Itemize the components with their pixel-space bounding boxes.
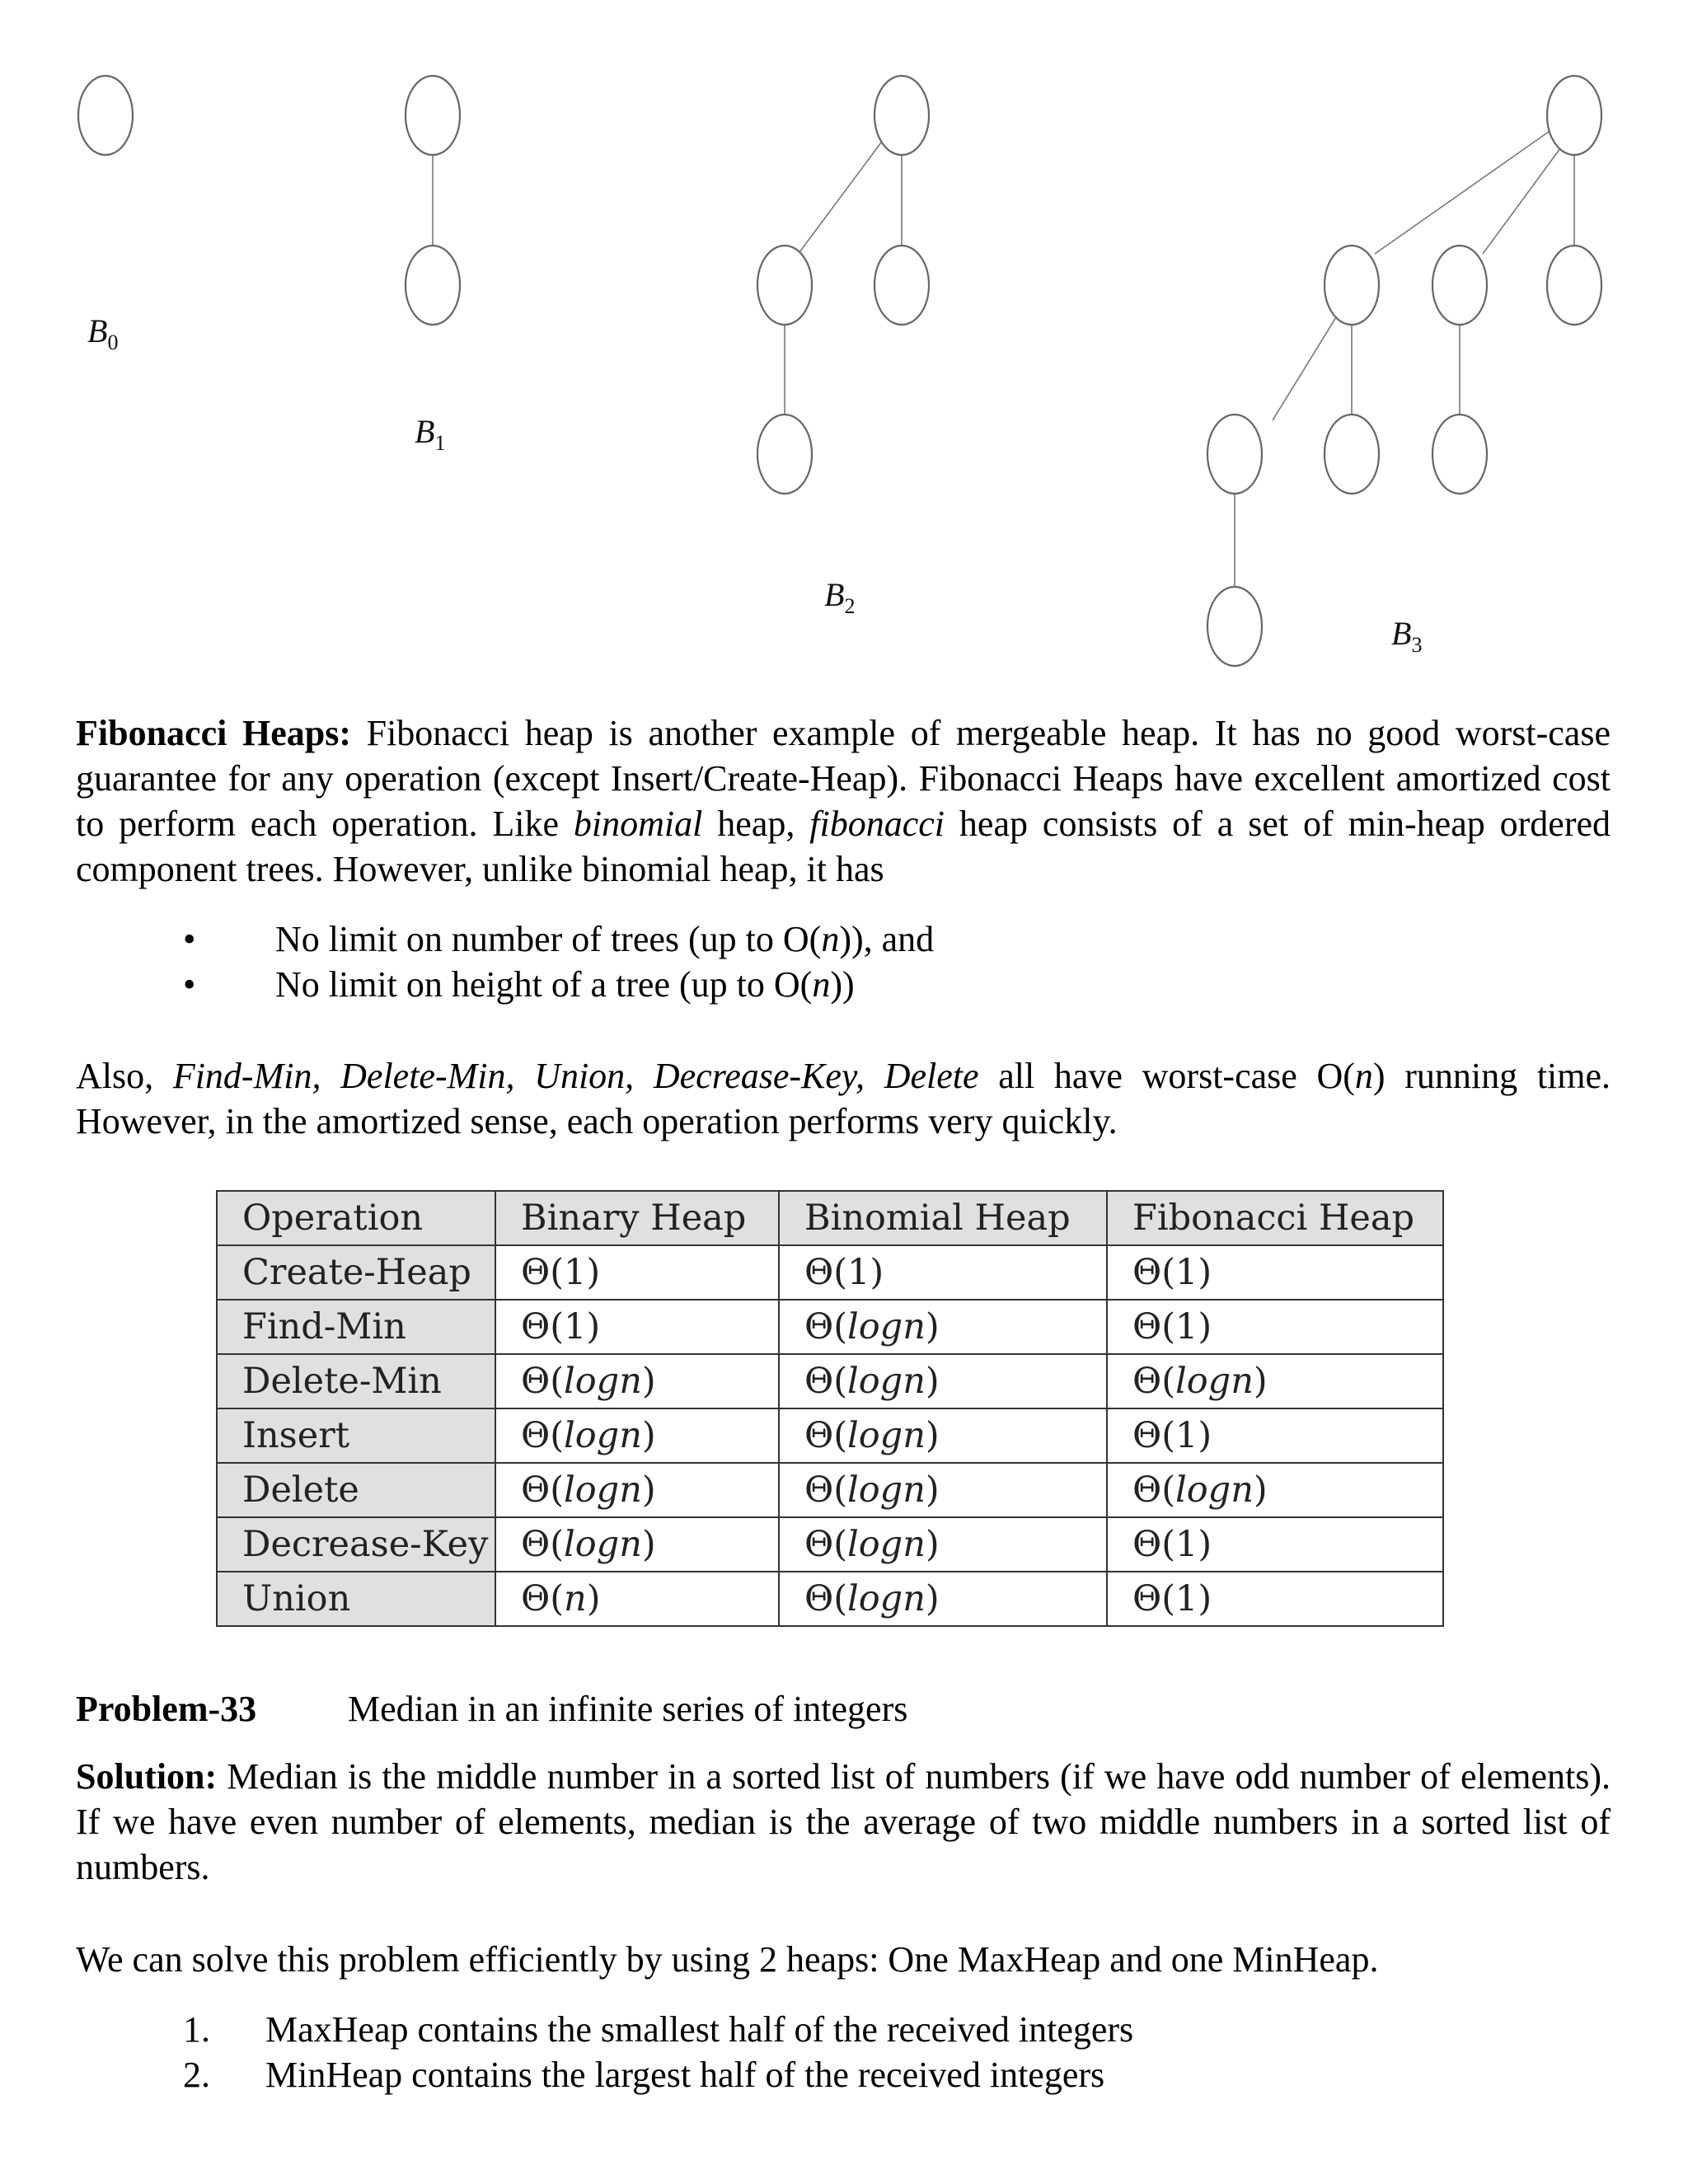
tree-node [1325, 415, 1379, 494]
complexity-cell: Θ(logn) [1107, 1463, 1443, 1517]
table-header: Binomial Heap [779, 1191, 1107, 1245]
table-row [217, 1463, 1443, 1517]
tree-node [1547, 76, 1601, 155]
tree-node [406, 246, 460, 325]
complexity-cell: Θ(1) [1107, 1408, 1443, 1463]
complexity-cell: Θ(1) [1107, 1572, 1443, 1626]
tree-node [1547, 246, 1601, 325]
solution-heading: Solution: [76, 1756, 218, 1797]
table-row [217, 1300, 1443, 1354]
tree-node [874, 76, 929, 155]
complexity-cell: Θ(logn) [495, 1354, 779, 1408]
complexity-cell: Θ(1) [779, 1245, 1107, 1300]
complexity-cell: Θ(1) [1107, 1300, 1443, 1354]
operation-cell: Create-Heap [217, 1245, 495, 1300]
tree-node [757, 415, 812, 494]
tree-node [1432, 246, 1487, 325]
problem-label: Problem-33 [76, 1689, 257, 1729]
operation-cell: Union [217, 1572, 495, 1626]
complexity-cell: Θ(1) [1107, 1517, 1443, 1572]
complexity-cell: Θ(1) [1107, 1245, 1443, 1300]
tree-node [406, 76, 460, 155]
complexity-cell: Θ(logn) [779, 1300, 1107, 1354]
bullet-icon: • [183, 919, 196, 959]
complexity-cell: Θ(logn) [495, 1408, 779, 1463]
tree-label-b0: $B_0$ [87, 312, 119, 354]
complexity-cell: Θ(1) [495, 1245, 779, 1300]
fibonacci-heaps-paragraph: Fibonacci Heaps: Fibonacci heap is another example of mergeable heap. It has no good worst-case guarantee for any operation (except Insert/Create-Heap). Fibonacci Heaps have excellent amortized cost to perform each operation. Like binomial heap, fibonacci heap consists of a set of min-heap ordered component trees. However, unlike binomial heap, it has [76, 713, 1611, 889]
complexity-cell: Θ(logn) [495, 1517, 779, 1572]
complexity-cell: Θ(logn) [779, 1354, 1107, 1408]
table-header: Binary Heap [495, 1191, 779, 1245]
tree-edge [1483, 145, 1563, 254]
table-row [217, 1245, 1443, 1300]
tree-edge [797, 143, 881, 255]
tree-label-b2: $B_2$ [824, 576, 856, 618]
complexity-table [216, 1190, 1444, 1627]
problem-title: Median in an infinite series of integers [348, 1689, 908, 1729]
also-paragraph: Also, Find-Min, Delete-Min, Union, Decrease-Key, Delete all have worst-case O(n) running time. However, in the amortized sense, each operation performs very quickly. [76, 1056, 1611, 1141]
operation-cell: Insert [217, 1408, 495, 1463]
tree-node [1325, 246, 1379, 325]
complexity-cell: Θ(logn) [779, 1572, 1107, 1626]
table-header: Operation [217, 1191, 495, 1245]
tree-node [78, 76, 133, 155]
tree-label-b1: $B_1$ [415, 413, 446, 455]
list-number: 2. [183, 2055, 210, 2095]
tree-node [757, 246, 812, 325]
tree-label-b3: $B_3$ [1391, 615, 1423, 657]
list-number: 1. [183, 2009, 210, 2050]
complexity-cell: Θ(logn) [1107, 1354, 1443, 1408]
operation-cell: Decrease-Key [217, 1517, 495, 1572]
fibonacci-heaps-heading: Fibonacci Heaps: [76, 713, 351, 753]
table-header-row [217, 1191, 1443, 1245]
table-header: Fibonacci Heap [1107, 1191, 1443, 1245]
tree-node [1432, 415, 1487, 494]
complexity-cell: Θ(logn) [779, 1408, 1107, 1463]
tree-edge [1273, 313, 1339, 420]
solution-paragraph: Solution: Median is the middle number in a sorted list of numbers (if we have odd number of elements). If we have even number of elements, median is the average of two middle numbers in a sorted list of numbers. [76, 1756, 1611, 1887]
table-row [217, 1572, 1443, 1626]
solve-paragraph: We can solve this problem efficiently by using 2 heaps: One MaxHeap and one MinHeap. [76, 1939, 1379, 1980]
complexity-cell: Θ(1) [495, 1300, 779, 1354]
table-row [217, 1408, 1443, 1463]
operation-cell: Find-Min [217, 1300, 495, 1354]
operation-cell: Delete [217, 1463, 495, 1517]
complexity-cell: Θ(logn) [779, 1463, 1107, 1517]
complexity-cell: Θ(n) [495, 1572, 779, 1626]
tree-node [874, 246, 929, 325]
complexity-cell: Θ(logn) [779, 1517, 1107, 1572]
tree-edge [1375, 129, 1552, 254]
operation-cell: Delete-Min [217, 1354, 495, 1408]
table-row [217, 1354, 1443, 1408]
tree-node [1207, 587, 1262, 666]
problem-heading [76, 1686, 1642, 1732]
tree-node [1207, 415, 1262, 494]
bullet-icon: • [183, 964, 196, 1005]
table-row [217, 1517, 1443, 1572]
complexity-cell: Θ(logn) [495, 1463, 779, 1517]
